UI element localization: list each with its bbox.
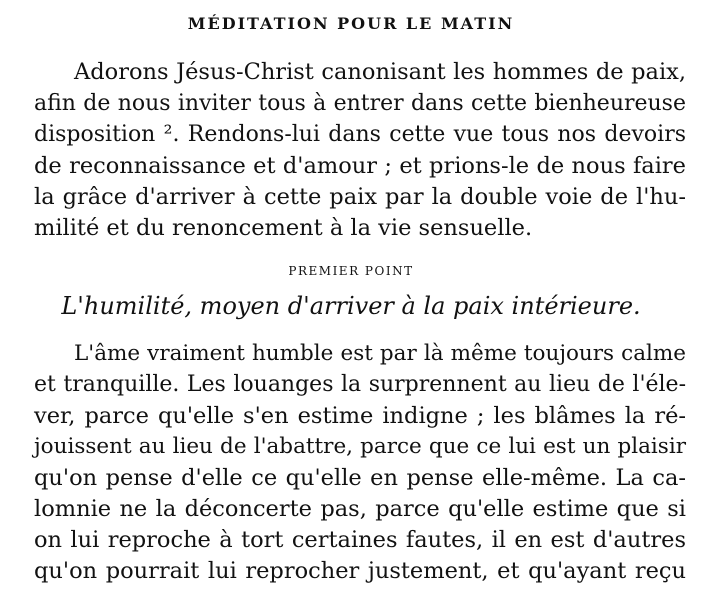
section-line: lomnie ne la déconcerte pas, parce qu'elle estime que si (34, 496, 686, 522)
section-line: L'âme vraiment humble est par là même toujours calme (74, 341, 686, 366)
page-heading: MÉDITATION POUR LE MATIN (187, 14, 515, 33)
section-line: ver, parce qu'elle s'en estime indigne ; les blâmes la ré- (34, 403, 686, 429)
section-line: qu'on pourrait lui reprocher justement, et qu'ayant reçu (34, 558, 686, 584)
section-line: on lui reproche à tort certaines fautes, il en est d'autres (34, 527, 686, 553)
section-title: L'humilité, moyen d'arriver à la paix intérieure. (61, 292, 641, 320)
intro-line: de reconnaissance et d'amour ; et prions-le de nous faire (34, 153, 686, 179)
intro-line: afin de nous inviter tous à entrer dans cette bienheureuse (34, 91, 686, 116)
section-label: PREMIER POINT (288, 264, 414, 278)
intro-line: la grâce d'arriver à cette paix par la double voie de l'hu- (34, 184, 686, 210)
section-line: et tranquille. Les louanges la surprennent au lieu de l'éle- (34, 372, 686, 397)
intro-line: milité et du renoncement à la vie sensuelle. (34, 215, 533, 241)
intro-line: disposition ². Rendons-lui dans cette vue tous nos devoirs (34, 122, 686, 147)
section-line: jouissent au lieu de l'abattre, parce que ce lui est un plaisir (34, 434, 686, 459)
intro-line: Adorons Jésus-Christ canonisant les hommes de paix, (74, 59, 686, 85)
section-line: qu'on pense d'elle ce qu'elle en pense elle-même. La ca- (34, 465, 686, 491)
